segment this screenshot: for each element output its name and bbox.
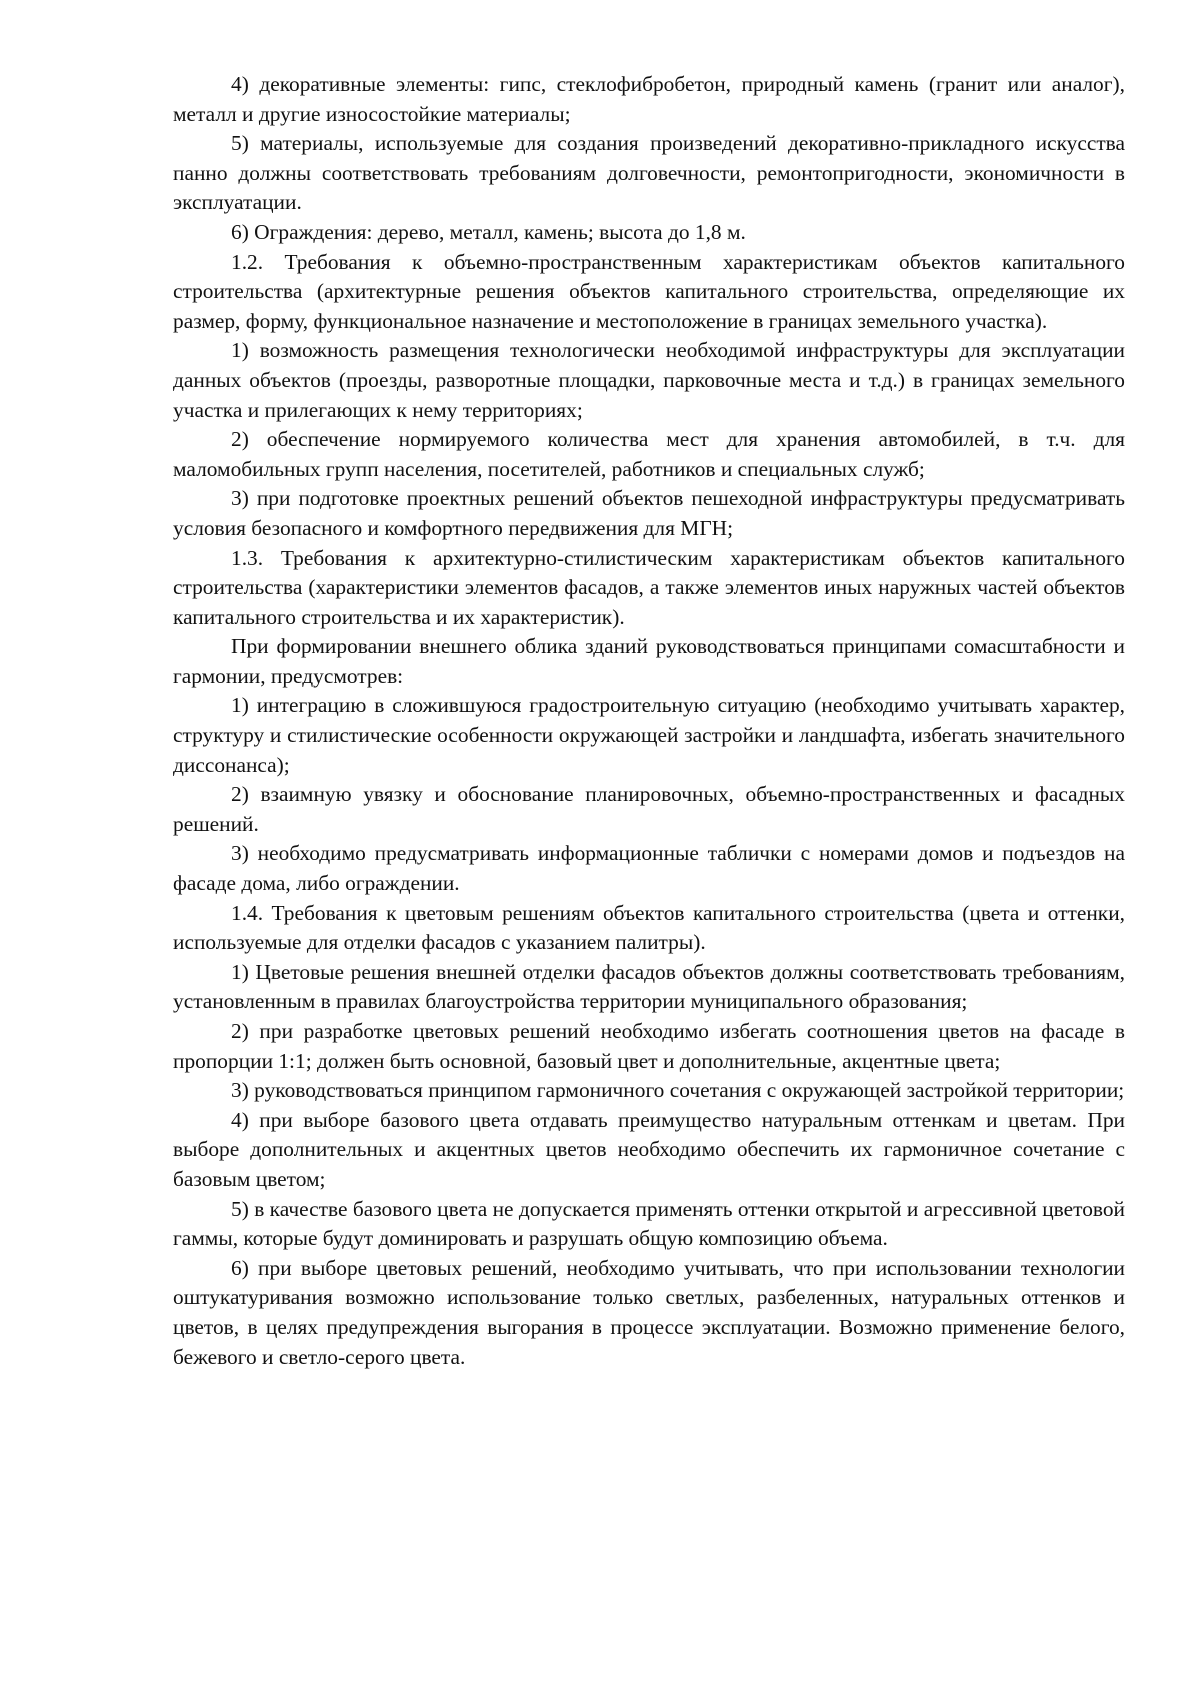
paragraph-coordination: 2) взаимную увязку и обоснование планировочных, объемно-пространственных и фасадных решений. (173, 782, 1125, 836)
paragraph-base-color: 4) при выборе базового цвета отдавать преимущество натуральным оттенкам и цветам. При выборе дополнительных и акцентных цветов необходимо обеспечить их гармоничное сочетание с базовым цветом; (173, 1107, 1125, 1191)
paragraph-parking: 2) обеспечение нормируемого количества мест для хранения автомобилей, в т.ч. для маломобильных групп населения, посетителей, работников и специальных служб; (173, 427, 1125, 481)
section-heading-1-4: 1.4. Требования к цветовым решениям объектов капитального строительства (цвета и оттенки, используемые для отделки фасадов с указанием палитры). (173, 900, 1125, 955)
paragraph-pedestrian: 3) при подготовке проектных решений объектов пешеходной инфраструктуры предусматривать условия безопасного и комфортного передвижения для МГН; (173, 486, 1125, 540)
paragraph-decorative-elements: 4) декоративные элементы: гипс, стеклофибробетон, природный камень (гранит или аналог), металл и другие износостойкие материалы; (173, 72, 1125, 126)
section-heading-1-3: 1.3. Требования к архитектурно-стилистическим характеристикам объектов капитального строительства (характеристики элементов фасадов, а также элементов иных наружных частей объектов капитального строительства и их характеристик). (173, 545, 1125, 629)
document-page (173, 70, 1125, 1372)
paragraph-integration: 1) интеграцию в сложившуюся градостроительную ситуацию (необходимо учитывать характер, структуру и стилистические особенности окружающей застройки и ландшафта, избегать значительного диссонанса); (173, 693, 1125, 777)
paragraph-harmony: 3) руководствоваться принципом гармоничного сочетания с окружающей застройкой территории; (231, 1078, 1125, 1103)
paragraph-color-proportion: 2) при разработке цветовых решений необходимо избегать соотношения цветов на фасаде в пропорции 1:1; должен быть основной, базовый цвет и дополнительные, акцентные цвета; (173, 1019, 1125, 1073)
paragraph-fences: 6) Ограждения: дерево, металл, камень; высота до 1,8 м. (231, 219, 746, 244)
paragraph-plaster-colors: 6) при выборе цветовых решений, необходимо учитывать, что при использовании технологии оштукатуривания возможно использование только светлых, разбеленных, натуральных оттенков и цветов, в целях предупреждения выгорания в процессе эксплуатации. Возможно применение белого, бежевого и светло-серого цвета. (173, 1255, 1125, 1369)
paragraph-house-signs: 3) необходимо предусматривать информационные таблички с номерами домов и подъездов на фасаде дома, либо ограждении. (173, 841, 1125, 896)
paragraph-color-rules: 1) Цветовые решения внешней отделки фасадов объектов должны соответствовать требованиям, установленным в правилах благоустройства территории муниципального образования; (173, 959, 1125, 1014)
paragraph-infrastructure: 1) возможность размещения технологически необходимой инфраструктуры для эксплуатации данных объектов (проезды, разворотные площадки, парковочные места и т.д.) в границах земельного участка и прилегающих к нему территориях; (173, 338, 1125, 422)
section-heading-1-2: 1.2. Требования к объемно-пространственным характеристикам объектов капитального строительства (архитектурные решения объектов капитального строительства, определяющие их размер, форму, функциональное назначение и местоположение в границах земельного участка). (173, 249, 1125, 333)
paragraph-aggressive-colors: 5) в качестве базового цвета не допускается применять оттенки открытой и агрессивной цветовой гаммы, которые будут доминировать и разрушать общую композицию объема. (173, 1196, 1125, 1251)
paragraph-appearance-intro: При формировании внешнего облика зданий руководствоваться принципами сомасштабности и гармонии, предусмотрев: (173, 634, 1125, 688)
paragraph-applied-art-materials: 5) материалы, используемые для создания произведений декоративно-прикладного искусства панно должны соответствовать требованиям долговечности, ремонтопригодности, экономичности в эксплуатации. (173, 131, 1125, 215)
